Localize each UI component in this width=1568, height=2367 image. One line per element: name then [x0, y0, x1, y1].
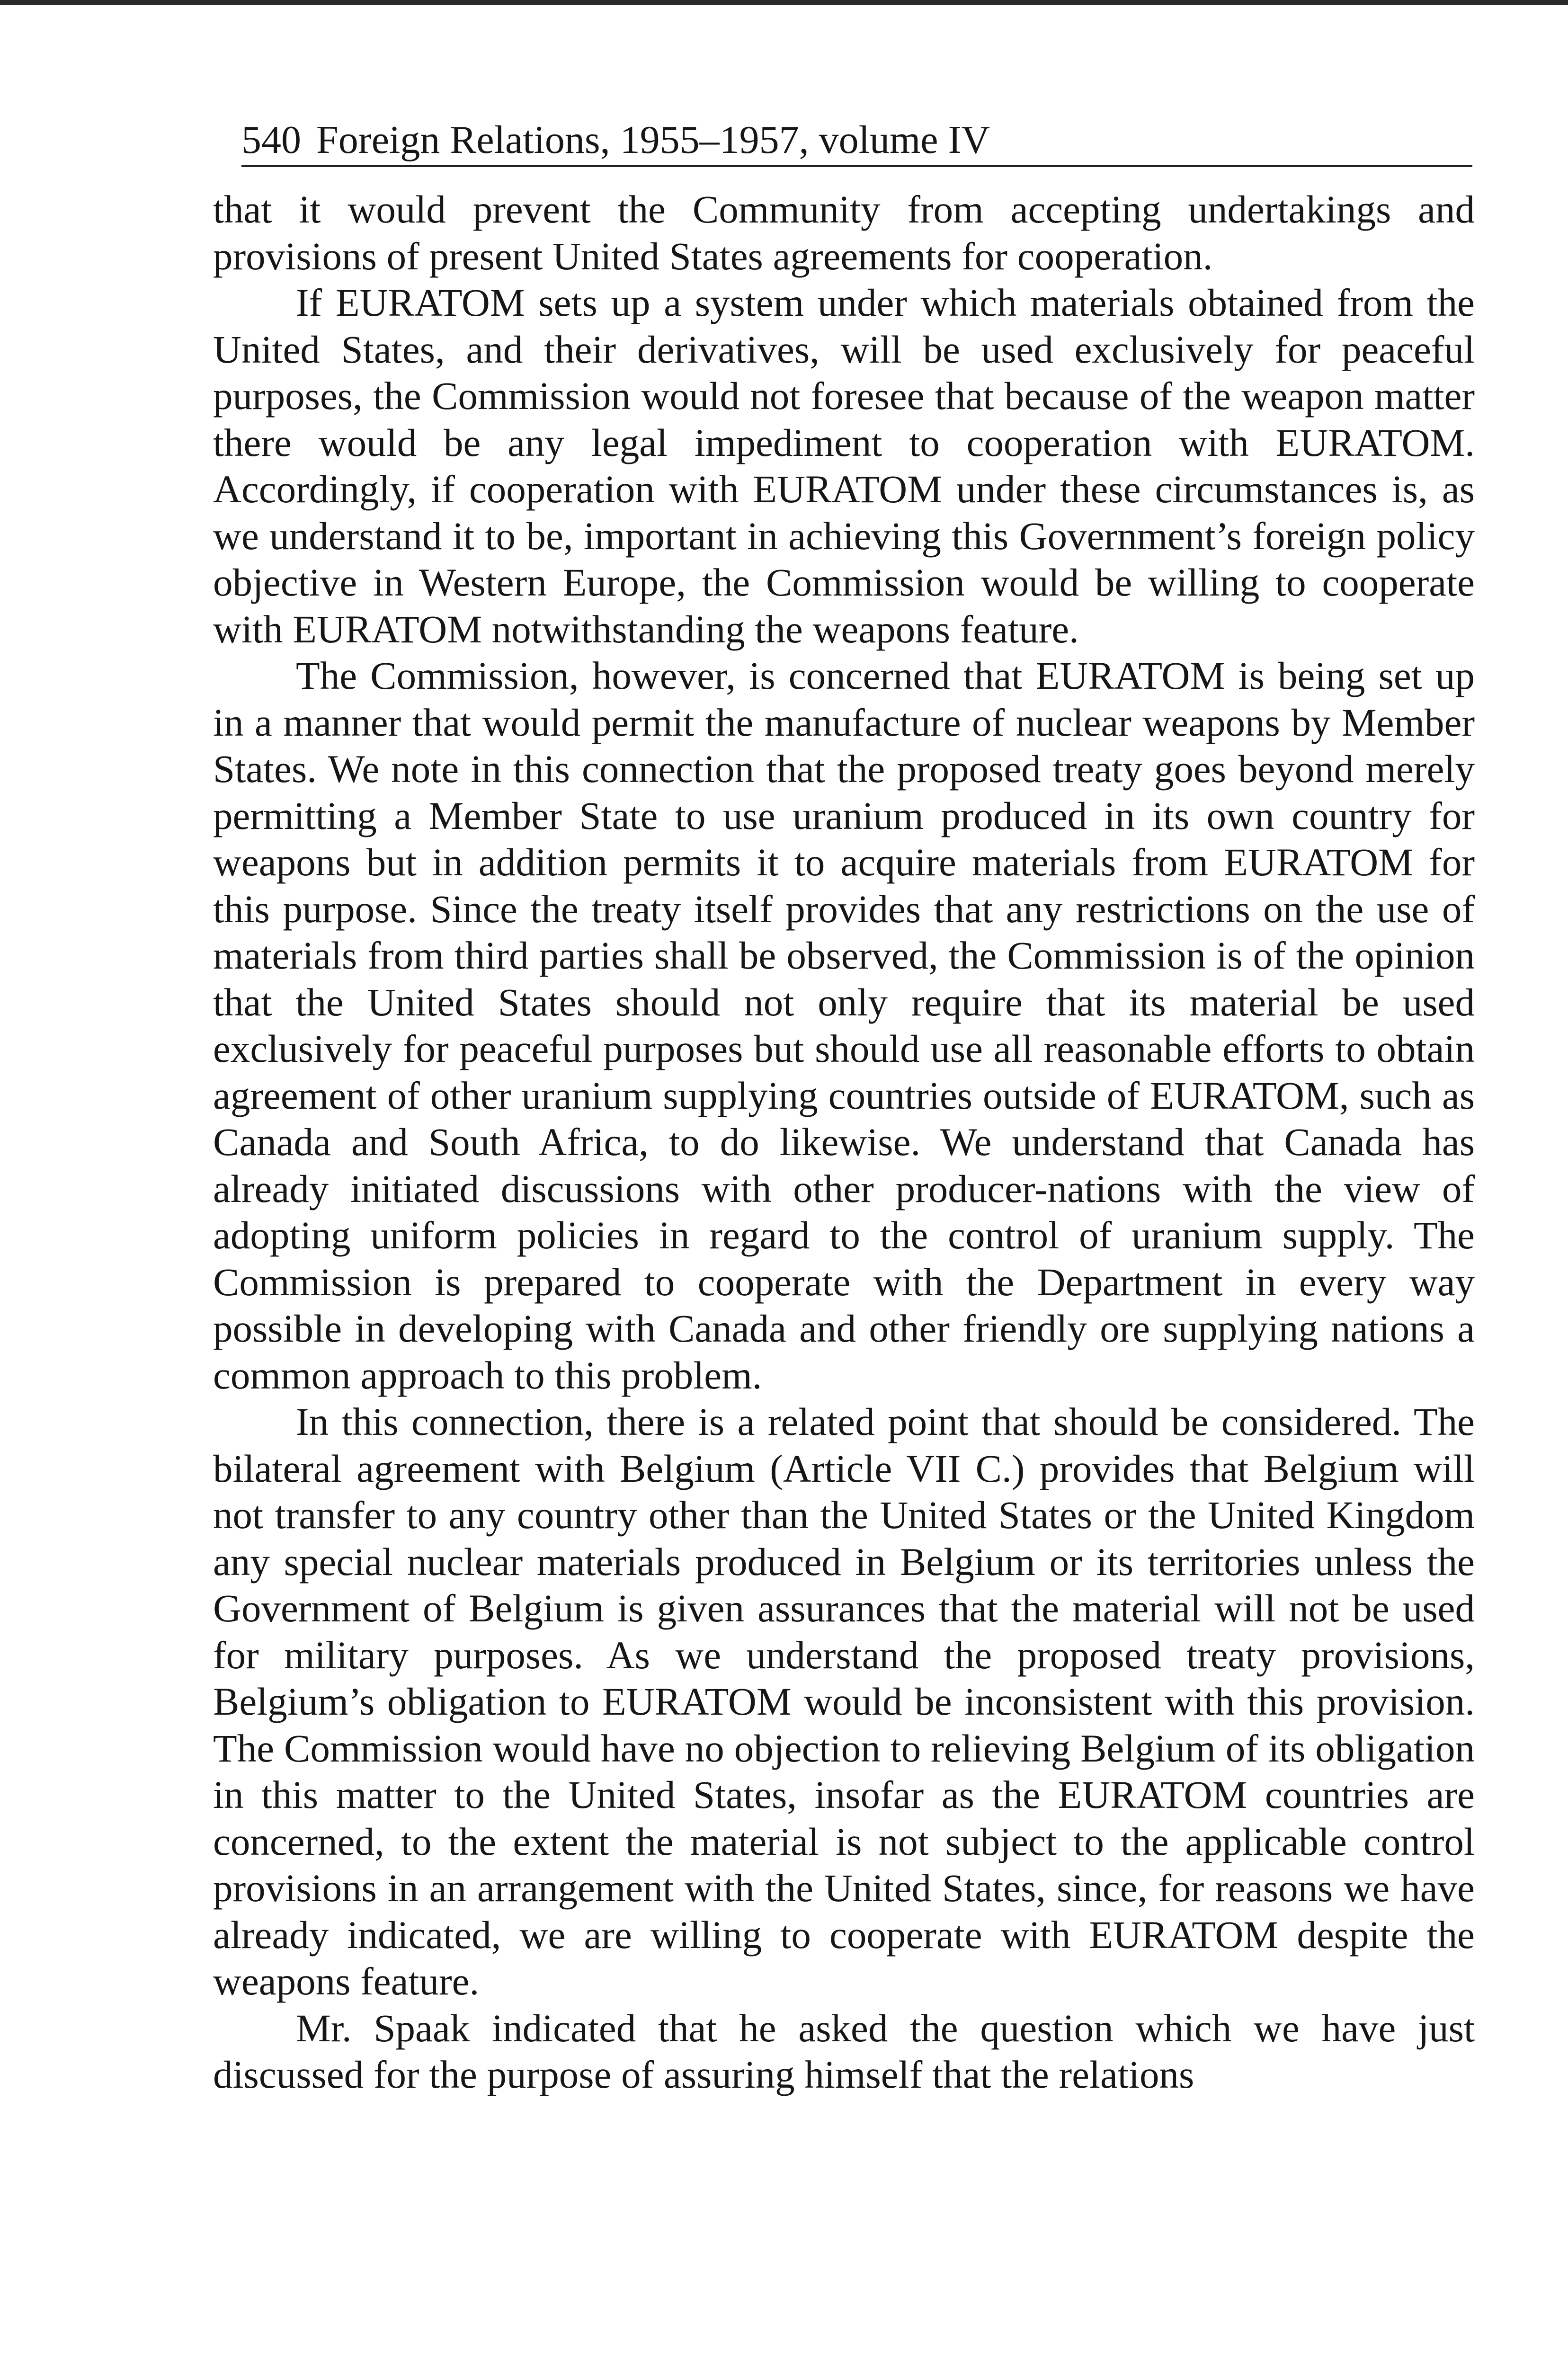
body-text — [213, 186, 1475, 2098]
document-page — [213, 118, 1475, 2098]
paragraph: If EURATOM sets up a system under which materials obtained from the United States, and their derivatives, will be used exclusively for peaceful purposes, the Commission would not foresee that because of the weapon matter there would be any legal impediment to cooperation with EURATOM. Accordingly, if cooperation with EURATOM under these circumstances is, as we understand it to be, important in achieving this Government’s foreign policy objective in Western Europe, the Commission would be willing to cooperate with EURATOM notwithstanding the weapons feature. — [213, 281, 1475, 651]
page-number: 540 — [241, 118, 301, 162]
running-head — [241, 118, 1472, 167]
paragraph: Mr. Spaak indicated that he asked the question which we have just discussed for the purpose of assuring himself that the relations — [213, 2006, 1475, 2097]
top-border-rule — [0, 0, 1568, 5]
paragraph-continued: that it would prevent the Community from accepting undertakings and provisions of present United States agreements for cooperation. — [213, 187, 1475, 278]
paragraph: The Commission, however, is concerned that EURATOM is being set up in a manner that would permit the manufacture of nuclear weapons by Member States. We note in this connection that the proposed treaty goes beyond merely permitting a Member State to use uranium produced in its own country for weapons but in addition permits it to acquire materials from EURATOM for this purpose. Since the treaty itself provides that any restrictions on the use of materials from third parties shall be observed, the Commission is of the opinion that the United States should not only require that its material be used exclusively for peaceful purposes but should use all reasonable efforts to obtain agreement of other uranium supplying countries outside of EURATOM, such as Canada and South Africa, to do likewise. We understand that Canada has already initiated discussions with other producer-nations with the view of adopting uniform policies in regard to the control of uranium supply. The Commission is prepared to cooperate with the Department in every way possible in developing with Canada and other friendly ore supplying nations a common approach to this problem. — [213, 654, 1475, 1397]
running-head-title: Foreign Relations, 1955–1957, volume IV — [316, 118, 990, 162]
paragraph: In this connection, there is a related point that should be considered. The bilateral agreement with Belgium (Article VII C.) provides that Belgium will not transfer to any country other than the United States or the United Kingdom any special nuclear materials produced in Belgium or its territories unless the Government of Belgium is given assurances that the material will not be used for military purposes. As we understand the proposed treaty provisions, Belgium’s obligation to EURATOM would be inconsistent with this provision. The Commission would have no objection to relieving Belgium of its obligation in this matter to the United States, insofar as the EURATOM countries are concerned, to the extent the material is not subject to the applicable control provisions in an arrangement with the United States, since, for reasons we have already indicated, we are willing to cooperate with EURATOM despite the weapons feature. — [213, 1400, 1475, 2003]
